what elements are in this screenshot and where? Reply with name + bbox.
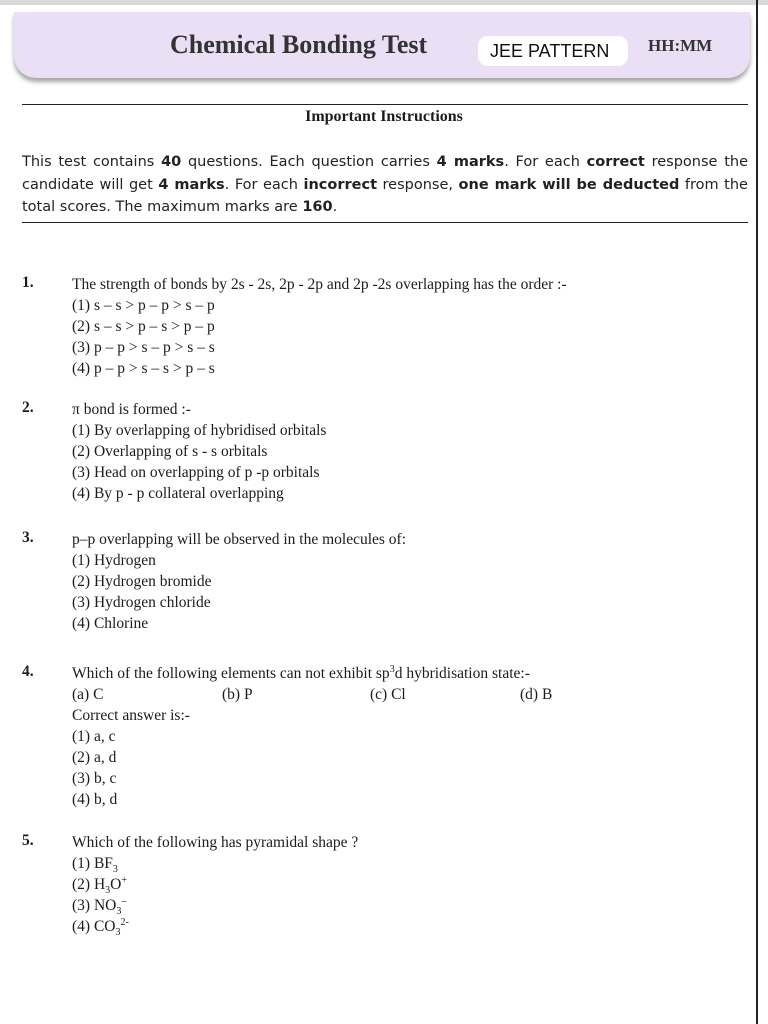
question-text-part: d hybridisation state:- xyxy=(394,665,530,682)
question-number: 4. xyxy=(22,663,34,680)
page-top-edge xyxy=(0,0,768,5)
question-text: The strength of bonds by 2s - 2s, 2p - 2p and 2p -2s overlapping has the order :- xyxy=(72,276,567,293)
superscript: – xyxy=(121,895,127,907)
formula: (4) CO xyxy=(72,918,116,935)
option xyxy=(72,916,742,937)
divider-top xyxy=(22,104,748,105)
option xyxy=(72,895,742,916)
option: (3) b, c xyxy=(72,770,117,787)
choice: (d) B xyxy=(520,686,553,703)
formula: O xyxy=(110,876,122,893)
option: (2) Overlapping of s - s orbitals xyxy=(72,443,268,460)
instr-text: response the candidate will get xyxy=(22,154,748,193)
formula: (1) BF xyxy=(72,855,113,872)
page-right-border xyxy=(756,0,758,1024)
option: (2) Hydrogen bromide xyxy=(72,573,212,590)
choice: (b) P xyxy=(222,686,253,703)
instr-text: from the total scores. The maximum marks are xyxy=(22,176,748,215)
instr-text: response, xyxy=(377,176,459,193)
question-number: 2. xyxy=(22,399,34,416)
instr-text: This test contains xyxy=(22,154,162,170)
question-text: Which of the following has pyramidal shape ? xyxy=(72,834,359,851)
formula: (3) NO xyxy=(72,897,117,914)
question-text xyxy=(72,663,742,684)
option: (4) p – p > s – s > p – s xyxy=(72,360,215,377)
subscript: 3 xyxy=(116,906,122,918)
subscript: 3 xyxy=(115,927,121,939)
instr-bold: correct xyxy=(586,154,645,170)
question-number: 1. xyxy=(22,274,34,291)
option: (4) Chlorine xyxy=(72,615,149,632)
instr-text: questions. Each question carries xyxy=(181,154,437,170)
page-title: Chemical Bonding Test xyxy=(170,30,428,59)
option: (4) By p - p collateral overlapping xyxy=(72,485,284,502)
option: (1) s – s > p – p > s – p xyxy=(72,297,215,314)
instr-bold: one mark will be deducted xyxy=(458,176,680,193)
option: (1) By overlapping of hybridised orbitals xyxy=(72,422,327,439)
instr-bold: 40 xyxy=(161,154,182,170)
pi-symbol: π xyxy=(72,401,80,418)
instr-text: . For each xyxy=(504,154,587,170)
choice-row xyxy=(72,684,742,705)
time-label: HH:MM xyxy=(648,36,713,55)
option: (1) a, c xyxy=(72,728,116,745)
question-text-tail: bond is formed :- xyxy=(79,401,191,418)
question-text xyxy=(72,399,742,420)
option: (2) s – s > p – s > p – p xyxy=(72,318,215,335)
question-number: 5. xyxy=(22,832,34,849)
choice: (a) C xyxy=(72,686,104,703)
instructions-text xyxy=(22,151,748,219)
instr-text: . For each xyxy=(224,176,304,193)
superscript: + xyxy=(121,874,127,886)
exam-pattern-label: JEE PATTERN xyxy=(478,36,628,66)
option xyxy=(72,853,742,874)
superscript: 2- xyxy=(120,916,129,928)
choice: (c) Cl xyxy=(370,686,406,703)
option: (4) b, d xyxy=(72,791,118,808)
formula: (2) H xyxy=(72,876,106,893)
divider-instructions xyxy=(22,222,748,223)
question-text: p–p overlapping will be observed in the molecules of: xyxy=(72,531,407,548)
sub-prompt: Correct answer is:- xyxy=(72,707,190,724)
option: (2) a, d xyxy=(72,749,117,766)
superscript: 3 xyxy=(389,663,395,675)
option: (3) p – p > s – p > s – s xyxy=(72,339,215,356)
question-text-part: Which of the following elements can not exhibit sp xyxy=(72,665,390,682)
subscript: 3 xyxy=(105,885,111,897)
instr-bold: 160 xyxy=(302,199,333,215)
instr-bold: incorrect xyxy=(303,176,378,193)
option xyxy=(72,874,742,895)
option: (1) Hydrogen xyxy=(72,552,156,569)
question-number: 3. xyxy=(22,529,34,546)
option: (3) Head on overlapping of p -p orbitals xyxy=(72,464,320,481)
instr-bold: 4 marks xyxy=(436,154,505,170)
instructions-heading: Important Instructions xyxy=(305,108,463,125)
subscript: 3 xyxy=(112,864,118,876)
instr-text: . xyxy=(332,199,338,215)
option: (3) Hydrogen chloride xyxy=(72,594,211,611)
instr-bold: 4 marks xyxy=(158,176,225,193)
